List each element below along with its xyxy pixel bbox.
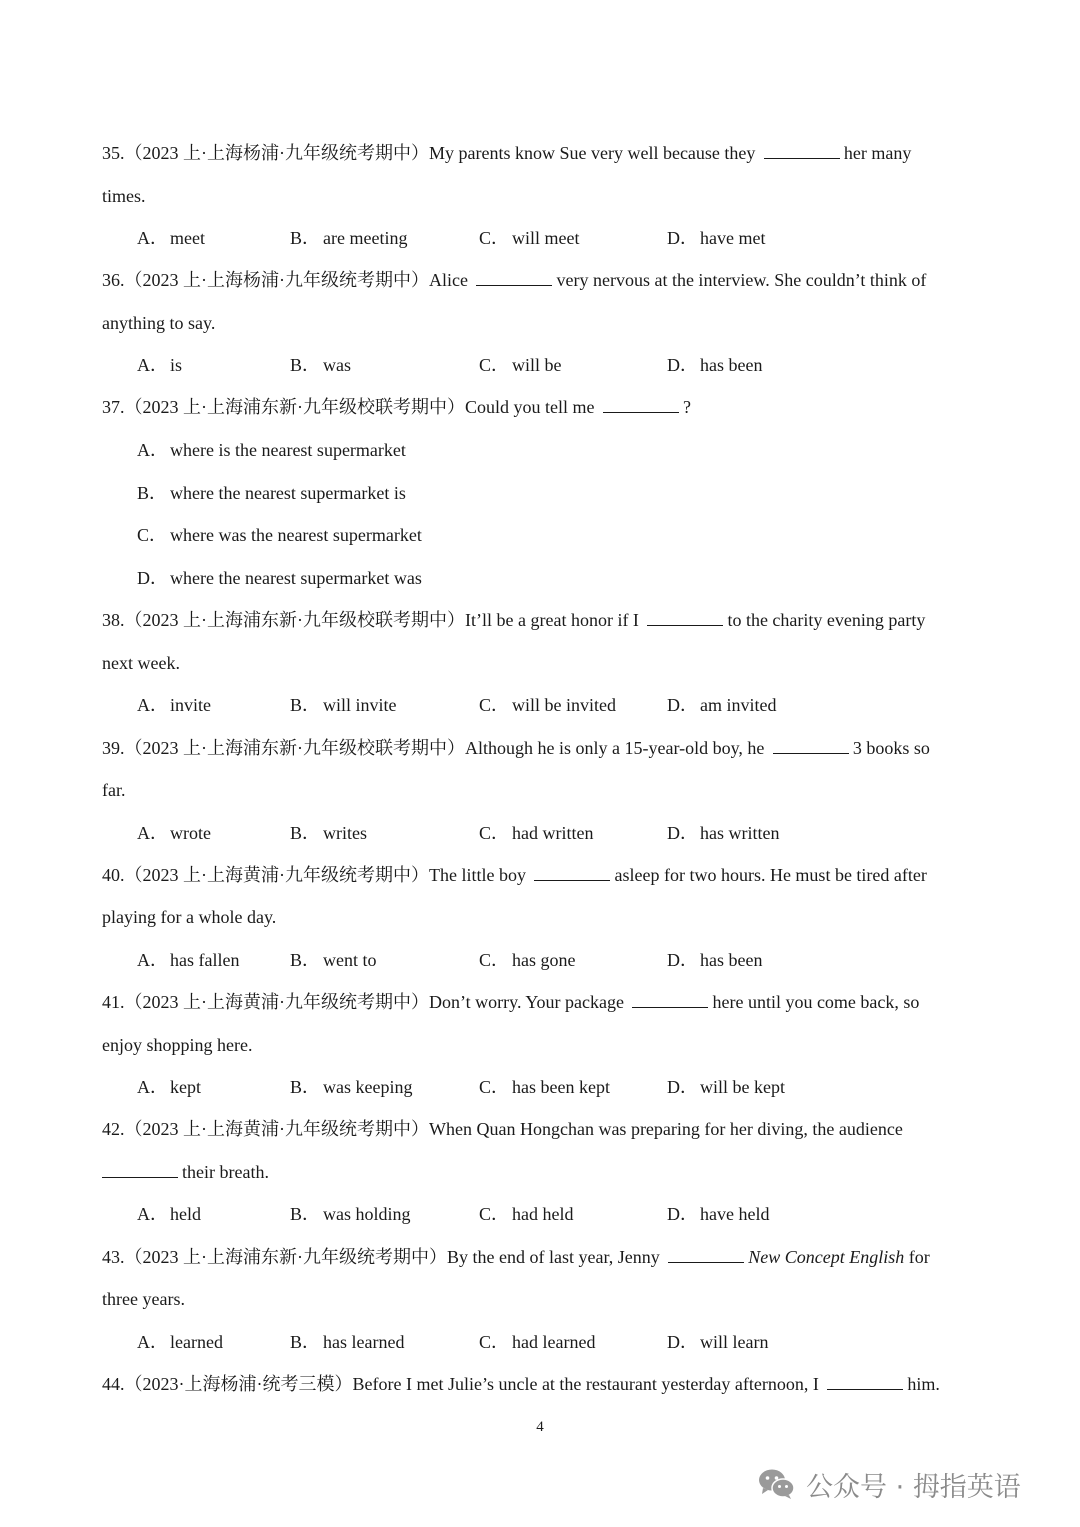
question-42-continuation: their breath.: [102, 1161, 269, 1183]
answer-blank: [827, 1374, 903, 1390]
option-d: D． has written: [667, 823, 780, 843]
answer-blank: [647, 610, 723, 626]
option-a: A． learned: [137, 1332, 223, 1352]
option-a: A． meet: [137, 228, 205, 248]
option-a: A． is: [137, 355, 183, 375]
question-35: 35.（2023 上·上海杨浦·九年级统考期中）My parents know Sue very well because they her many: [102, 143, 912, 163]
option-c: C． will be invited: [479, 695, 616, 715]
question-40-options: [0, 949, 1080, 971]
question-41-options: [0, 1076, 1080, 1098]
question-36-continuation: anything to say.: [102, 313, 216, 333]
answer-blank: [603, 397, 679, 413]
option-a: A． where is the nearest supermarket: [137, 440, 406, 460]
option-b: B． was keeping: [290, 1077, 413, 1097]
option-c: C． had written: [479, 823, 594, 843]
option-b: B． was holding: [290, 1204, 411, 1224]
option-b: B． are meeting: [290, 228, 408, 248]
question-39: 39.（2023 上·上海浦东新·九年级校联考期中）Although he is only a 15-year-old boy, he 3 books so: [102, 738, 930, 758]
option-a: A． has fallen: [137, 950, 240, 970]
option-d: D． will be kept: [667, 1077, 785, 1097]
question-42: 42.（2023 上·上海黄浦·九年级统考期中）When Quan Hongchan was preparing for her diving, the audience: [102, 1119, 903, 1139]
question-39-options: [0, 822, 1080, 844]
option-d: D． has been: [667, 355, 763, 375]
question-36-options: [0, 354, 1080, 376]
option-b: B． has learned: [290, 1332, 405, 1352]
option-b: B． will invite: [290, 695, 397, 715]
watermark-text: 公众号 · 拇指英语: [806, 1471, 1021, 1503]
watermark: [758, 1466, 1021, 1502]
option-c: C． has gone: [479, 950, 576, 970]
question-38-continuation: next week.: [102, 653, 180, 673]
question-40-continuation: playing for a whole day.: [102, 907, 277, 927]
answer-blank: [773, 738, 849, 754]
question-35-options: [0, 227, 1080, 249]
answer-blank: [476, 270, 552, 286]
option-b: B． where the nearest supermarket is: [137, 483, 406, 503]
option-d: D． have met: [667, 228, 766, 248]
option-a: A． held: [137, 1204, 201, 1224]
answer-blank: [764, 143, 840, 159]
option-a: A． wrote: [137, 823, 211, 843]
question-43-options: [0, 1331, 1080, 1353]
question-43-continuation: three years.: [102, 1289, 185, 1309]
question-39-continuation: far.: [102, 780, 126, 800]
question-43: 43.（2023 上·上海浦东新·九年级统考期中）By the end of last year, Jenny New Concept English for: [102, 1247, 930, 1267]
question-41: 41.（2023 上·上海黄浦·九年级统考期中）Don’t worry. Your package here until you come back, so: [102, 992, 920, 1012]
wechat-icon: [758, 1468, 796, 1500]
option-d: D． has been: [667, 950, 763, 970]
option-d: D． am invited: [667, 695, 777, 715]
option-c: C． will meet: [479, 228, 580, 248]
question-40: 40.（2023 上·上海黄浦·九年级统考期中）The little boy asleep for two hours. He must be tired after: [102, 865, 927, 885]
option-a: A． invite: [137, 695, 211, 715]
question-37: 37.（2023 上·上海浦东新·九年级校联考期中）Could you tell me ?: [102, 397, 691, 417]
option-d: D． where the nearest supermarket was: [137, 568, 422, 588]
option-c: C． had held: [479, 1204, 574, 1224]
answer-blank: [668, 1247, 744, 1263]
page-number: 4: [536, 1419, 544, 1435]
option-c: C． where was the nearest supermarket: [137, 525, 422, 545]
question-38-options: [0, 694, 1080, 716]
question-44: 44.（2023·上海杨浦·统考三模）Before I met Julie’s uncle at the restaurant yesterday afternoon, I him.: [102, 1374, 940, 1394]
question-38: 38.（2023 上·上海浦东新·九年级校联考期中）It’ll be a great honor if I to the charity evening party: [102, 610, 926, 630]
question-41-continuation: enjoy shopping here.: [102, 1035, 253, 1055]
option-b: B． writes: [290, 823, 367, 843]
answer-blank: [102, 1162, 178, 1178]
option-d: D． will learn: [667, 1332, 769, 1352]
option-c: C． has been kept: [479, 1077, 610, 1097]
option-a: A． kept: [137, 1077, 201, 1097]
answer-blank: [534, 865, 610, 881]
answer-blank: [632, 992, 708, 1008]
option-d: D． have held: [667, 1204, 770, 1224]
option-c: C． will be: [479, 355, 562, 375]
option-c: C． had learned: [479, 1332, 596, 1352]
option-b: B． was: [290, 355, 351, 375]
option-b: B． went to: [290, 950, 377, 970]
question-42-options: [0, 1203, 1080, 1225]
question-35-continuation: times.: [102, 186, 146, 206]
question-36: 36.（2023 上·上海杨浦·九年级统考期中）Alice very nervous at the interview. She couldn’t think of: [102, 270, 927, 290]
